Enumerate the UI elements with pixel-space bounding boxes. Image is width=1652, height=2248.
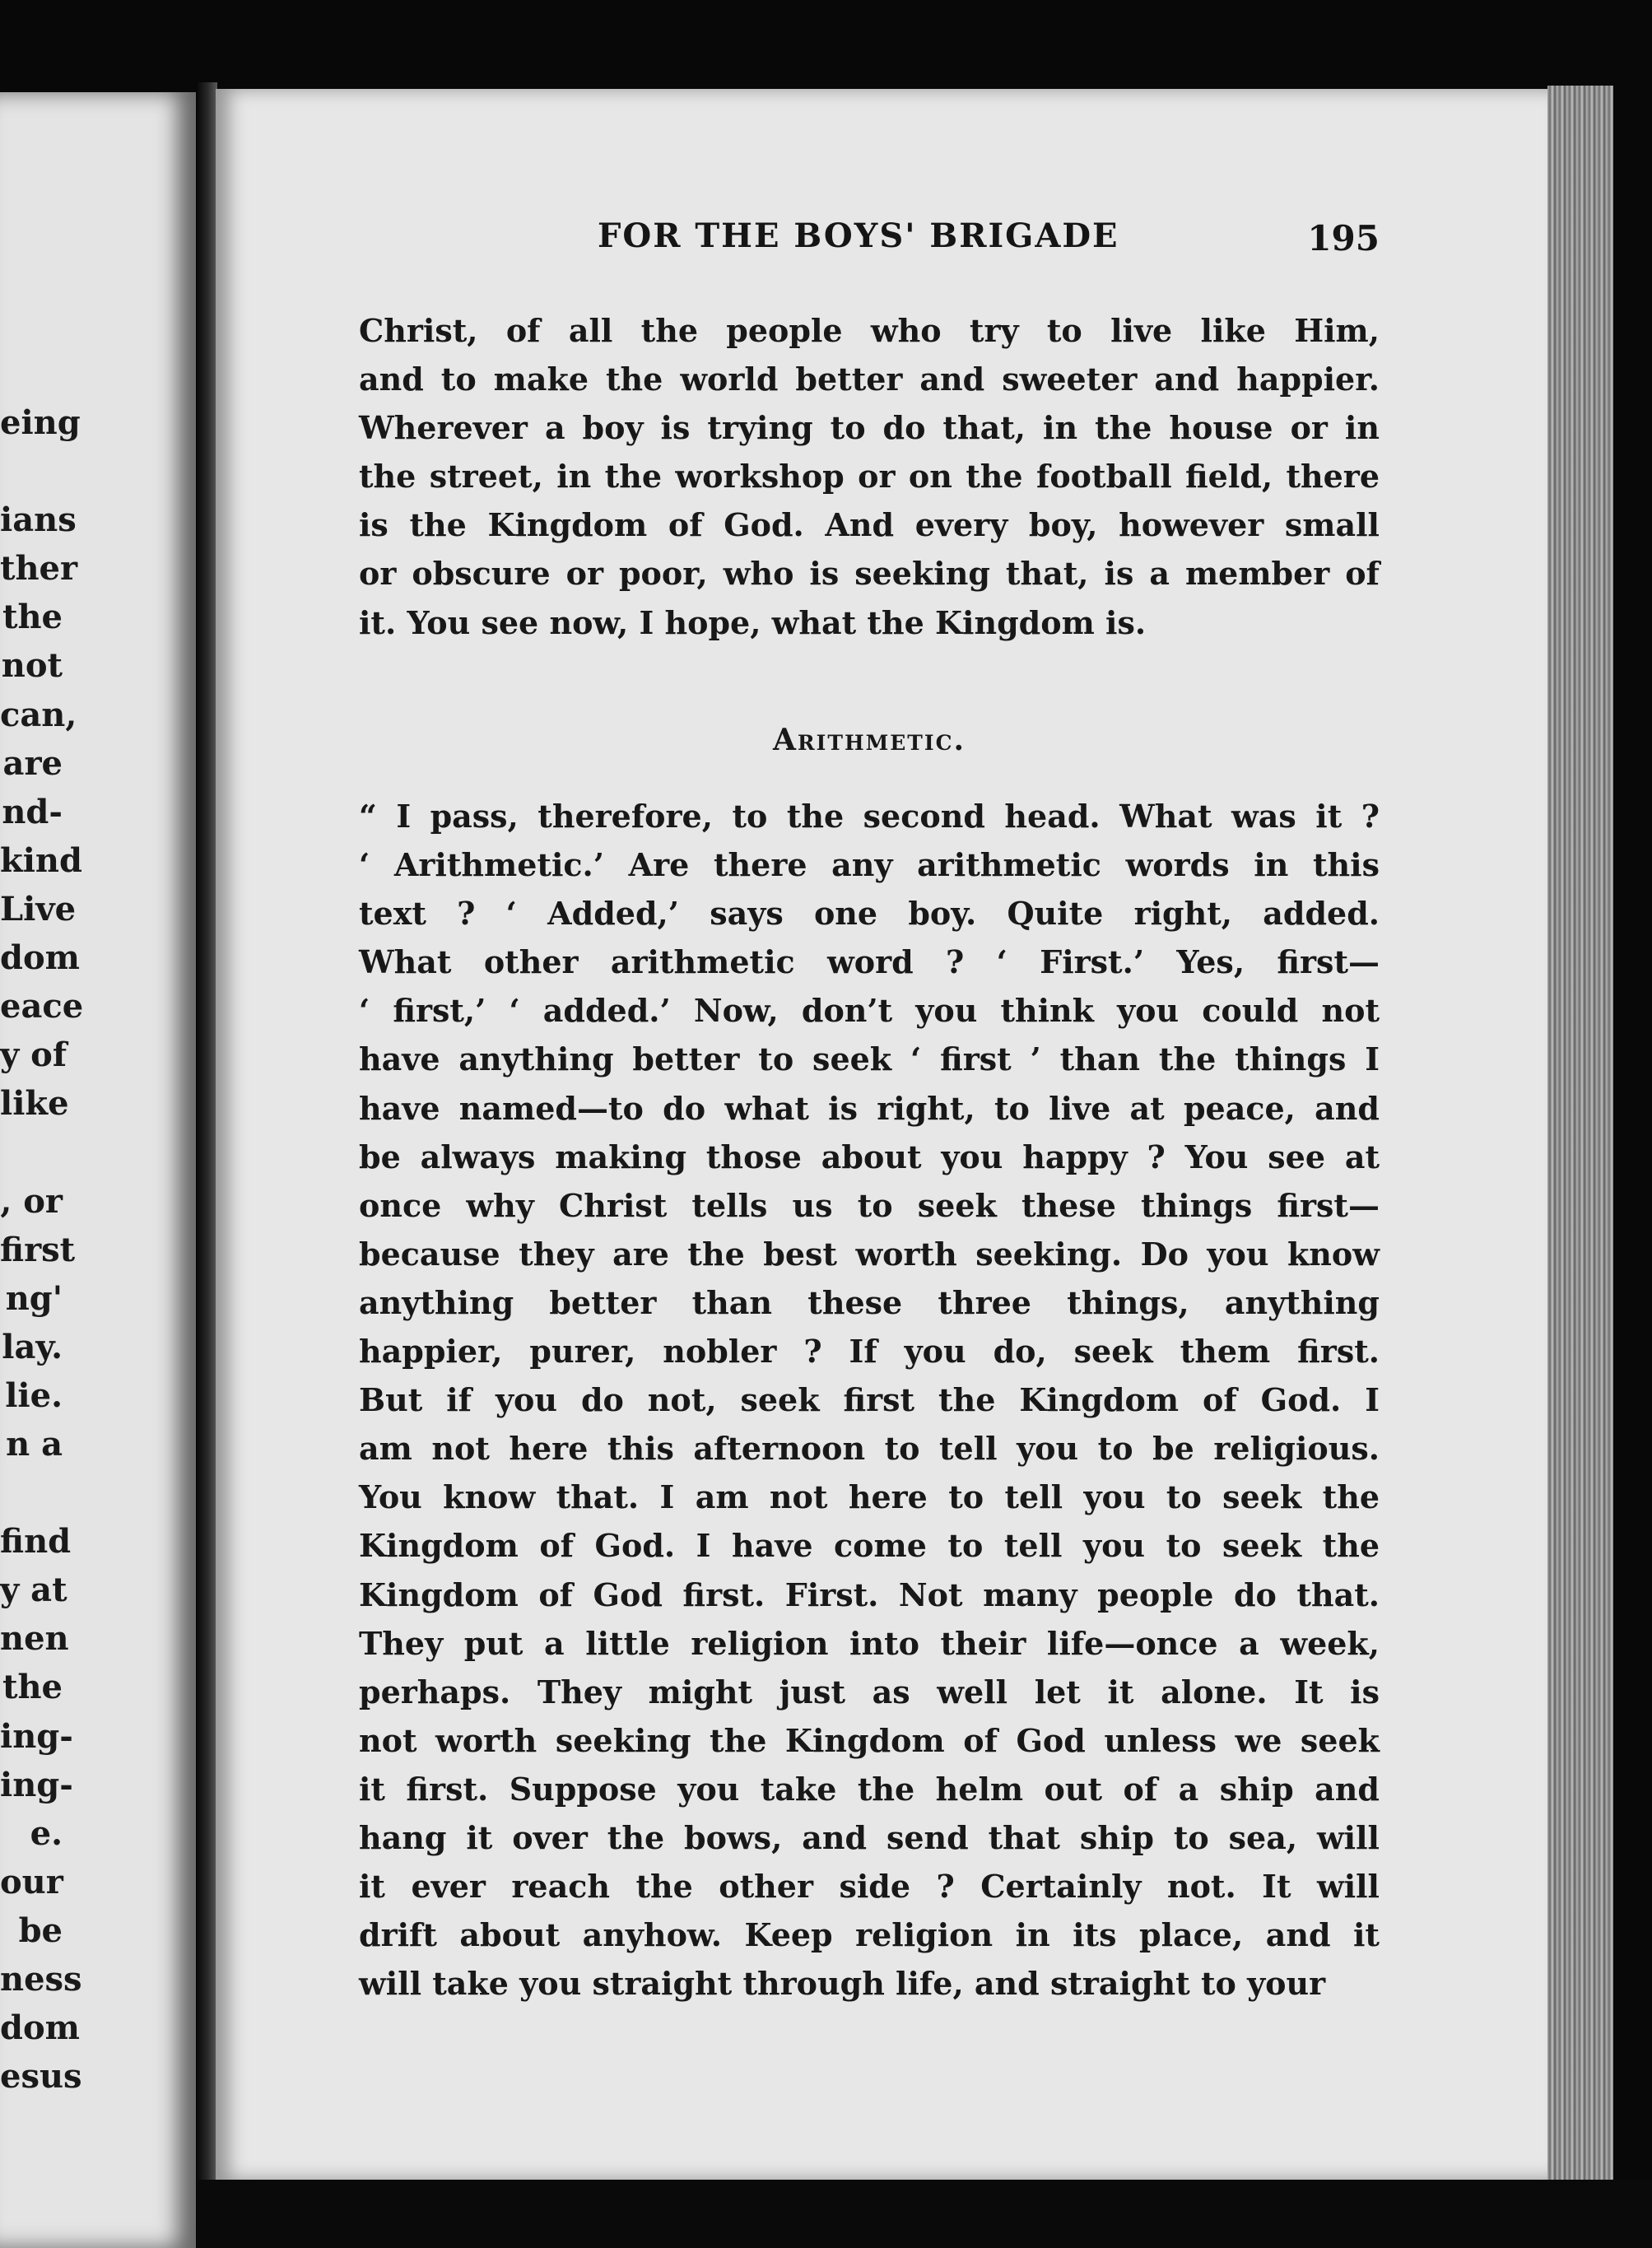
left-page-line-fragment: Live: [0, 889, 77, 929]
left-page-line-fragment: first: [0, 1230, 76, 1269]
text-line: am not here this afternoon to tell you to be religious.: [359, 1430, 1380, 1468]
left-facing-page: [0, 92, 196, 2248]
left-page-line-fragment: , or: [0, 1181, 63, 1221]
text-line: happier, purer, nobler ? If you do, seek them first.: [359, 1333, 1380, 1371]
text-line: ‘ Arithmetic.’ Are there any arithmetic words in this: [359, 846, 1380, 884]
left-page-line-fragment: can,: [0, 695, 77, 734]
page-fore-edge: [1547, 86, 1613, 2189]
text-line: Wherever a boy is trying to do that, in the house or in: [359, 409, 1380, 447]
running-head: FOR THE BOYS' BRIGADE: [598, 216, 1119, 255]
text-line: What other arithmetic word ? ‘ First.’ Yes, first—: [359, 943, 1380, 981]
left-page-line-fragment: nd-: [2, 792, 63, 831]
text-line: Kingdom of God first. First. Not many people do that.: [359, 1575, 1380, 1613]
left-page-line-fragment: kind: [0, 840, 82, 880]
text-line: be always making those about you happy ? You see at: [359, 1138, 1380, 1175]
text-line: because they are the best worth seeking. Do you know: [359, 1235, 1380, 1273]
scan-bottom-border: [198, 2180, 1652, 2248]
text-line: perhaps. They might just as well let it alone. It is: [359, 1673, 1380, 1710]
left-page-line-fragment: eace: [0, 987, 84, 1026]
text-line: ‘ first,’ ‘ added.’ Now, don’t you think you could not: [359, 992, 1380, 1030]
text-line: the street, in the workshop or on the football field, there: [359, 458, 1380, 496]
left-page-line-fragment: lie.: [5, 1375, 63, 1415]
left-page-line-fragment: esus: [0, 2057, 82, 2097]
text-line: and to make the world better and sweeter and happier.: [359, 361, 1380, 398]
text-line: it first. Suppose you take the helm out of a ship and: [359, 1770, 1380, 1808]
left-page-line-fragment: the: [2, 598, 63, 637]
left-page-line-fragment: eing: [0, 403, 81, 442]
text-line: hang it over the bows, and send that ship to sea, will: [359, 1818, 1380, 1856]
book-gutter: [196, 82, 217, 2248]
left-page-line-fragment: e.: [30, 1813, 63, 1853]
text-line: You know that. I am not here to tell you to seek the: [359, 1478, 1380, 1516]
left-page-line-fragment: lay.: [2, 1327, 63, 1366]
text-line: text ? ‘ Added,’ says one boy. Quite right, added.: [359, 895, 1380, 933]
left-page-line-fragment: nen: [0, 1619, 69, 1659]
left-page-line-fragment: ng': [5, 1278, 63, 1318]
left-page-line-fragment: y at: [0, 1571, 67, 1610]
text-line: not worth seeking the Kingdom of God unless we seek: [359, 1721, 1380, 1759]
text-line: have named—to do what is right, to live at peace, and: [359, 1089, 1380, 1127]
text-line: drift about anyhow. Keep religion in its place, and it: [359, 1916, 1380, 1954]
left-page-line-fragment: ing-: [0, 1765, 73, 1804]
text-line: it ever reach the other side ? Certainly not. It will: [359, 1868, 1380, 1906]
left-page-line-fragment: ness: [0, 1960, 82, 1999]
text-line: anything better than these three things, anything: [359, 1283, 1380, 1321]
left-page-line-fragment: ians: [0, 500, 77, 540]
left-page-line-fragment: [0, 447, 63, 496]
left-page-line-fragment: find: [0, 1522, 72, 1561]
left-page-line-fragment: n a: [6, 1424, 63, 1464]
text-line: Christ, of all the people who try to live like Him,: [359, 312, 1380, 349]
page-header: [598, 216, 1380, 266]
paragraph-2: [359, 792, 1380, 2008]
section-heading: Arithmetic.: [772, 723, 966, 757]
left-page-line-fragment: ther: [0, 549, 78, 589]
left-page-line-fragment: not: [1, 646, 63, 686]
left-page-line-fragment: y of: [0, 1036, 67, 1075]
left-page-line-fragment: dom: [0, 938, 80, 978]
left-page-line-fragment: are: [2, 743, 63, 783]
paragraph-1: [359, 306, 1380, 647]
text-line: Kingdom of God. I have come to tell you to seek the: [359, 1527, 1380, 1565]
text-line: They put a little religion into their life—once a week,: [359, 1624, 1380, 1662]
text-line: have anything better to seek ‘ first ’ than the things I: [359, 1040, 1380, 1078]
text-line: is the Kingdom of God. And every boy, however small: [359, 506, 1380, 544]
text-line: or obscure or poor, who is seeking that, is a member of: [359, 555, 1380, 593]
page-number: 195: [1307, 218, 1380, 258]
left-page-line-fragment: our: [0, 1862, 63, 1901]
left-page-line-fragment: the: [2, 1668, 63, 1707]
left-page-line-fragment: dom: [0, 2008, 80, 2048]
left-page-line-fragment: [0, 1128, 63, 1176]
text-line: will take you straight through life, and straight to your: [359, 1965, 1326, 2003]
left-page-text-fragments: [0, 398, 84, 2101]
text-line: once why Christ tells us to seek these things first—: [359, 1186, 1380, 1224]
text-line: “ I pass, therefore, to the second head. What was it ?: [359, 798, 1380, 835]
text-line: it. You see now, I hope, what the Kingdom is.: [359, 603, 1147, 641]
left-page-line-fragment: be: [18, 1911, 63, 1950]
left-page-line-fragment: ing-: [0, 1716, 73, 1756]
left-page-line-fragment: like: [0, 1084, 69, 1124]
left-page-line-fragment: [0, 1468, 63, 1517]
text-line: But if you do not, seek first the Kingdom of God. I: [359, 1381, 1380, 1419]
